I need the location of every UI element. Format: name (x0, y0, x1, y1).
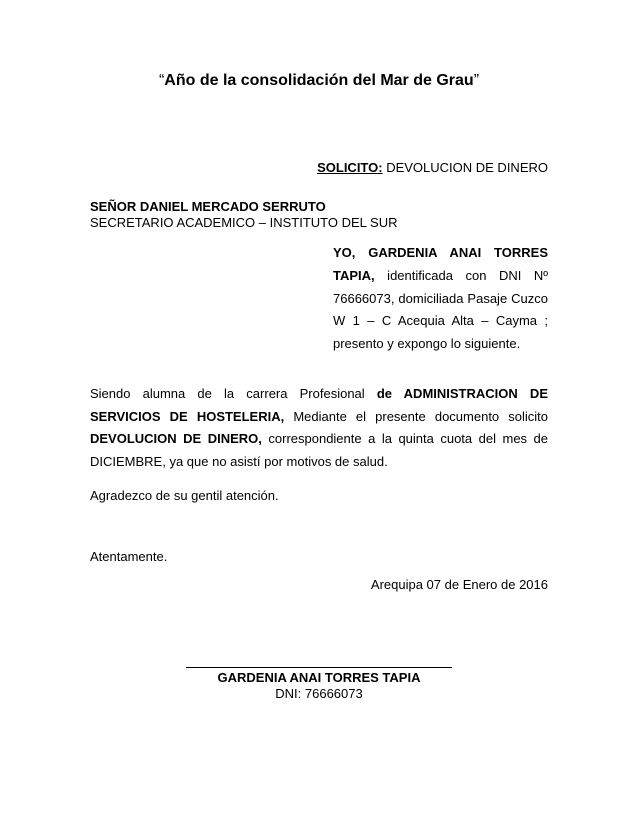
thanks-line: Agradezco de su gentil atención. (90, 488, 279, 503)
motto-text: Año de la consolidación del Mar de Grau (164, 72, 474, 89)
place-date: Arequipa 07 de Enero de 2016 (370, 577, 548, 592)
addressee-name: SEÑOR DANIEL MERCADO SERRUTO (90, 199, 326, 214)
closing-line: Atentamente. (90, 549, 168, 564)
signature-line (186, 667, 452, 668)
year-motto (0, 72, 638, 90)
applicant-details: identificada con DNI Nº 76666073, domiciliada Pasaje Cuzco W 1 – C Acequia Alta – Cayma ; presento y expongo lo siguiente. (333, 267, 548, 352)
body-request: DEVOLUCION DE DINERO, (90, 431, 262, 446)
body-part-3: correspondiente a la quinta cuota del mes de DICIEMBRE, ya que no asistí por motivos de salud. (90, 431, 549, 469)
body-part-1: Siendo alumna de la carrera Profesional (90, 386, 377, 401)
addressee-block (90, 199, 397, 231)
subject-line (317, 160, 548, 175)
applicant-name: YO, GARDENIA ANAI TORRES TAPIA, (333, 245, 548, 283)
body-career: de ADMINISTRACION DE SERVICIOS DE HOSTELERIA, (90, 386, 548, 424)
signature-name: GARDENIA ANAI TORRES TAPIA (217, 670, 421, 685)
motto-open-quote: “ (158, 72, 165, 89)
motto-close-quote: ” (473, 72, 480, 89)
subject-label: SOLICITO: (317, 160, 383, 175)
signature-dni: DNI: 76666073 (275, 686, 363, 701)
applicant-intro (333, 242, 548, 356)
subject-value: DEVOLUCION DE DINERO (382, 160, 548, 175)
request-paragraph (90, 383, 548, 473)
body-part-2: Mediante el presente documento solicito (284, 408, 548, 424)
addressee-position: SECRETARIO ACADEMICO – INSTITUTO DEL SUR (90, 215, 398, 230)
